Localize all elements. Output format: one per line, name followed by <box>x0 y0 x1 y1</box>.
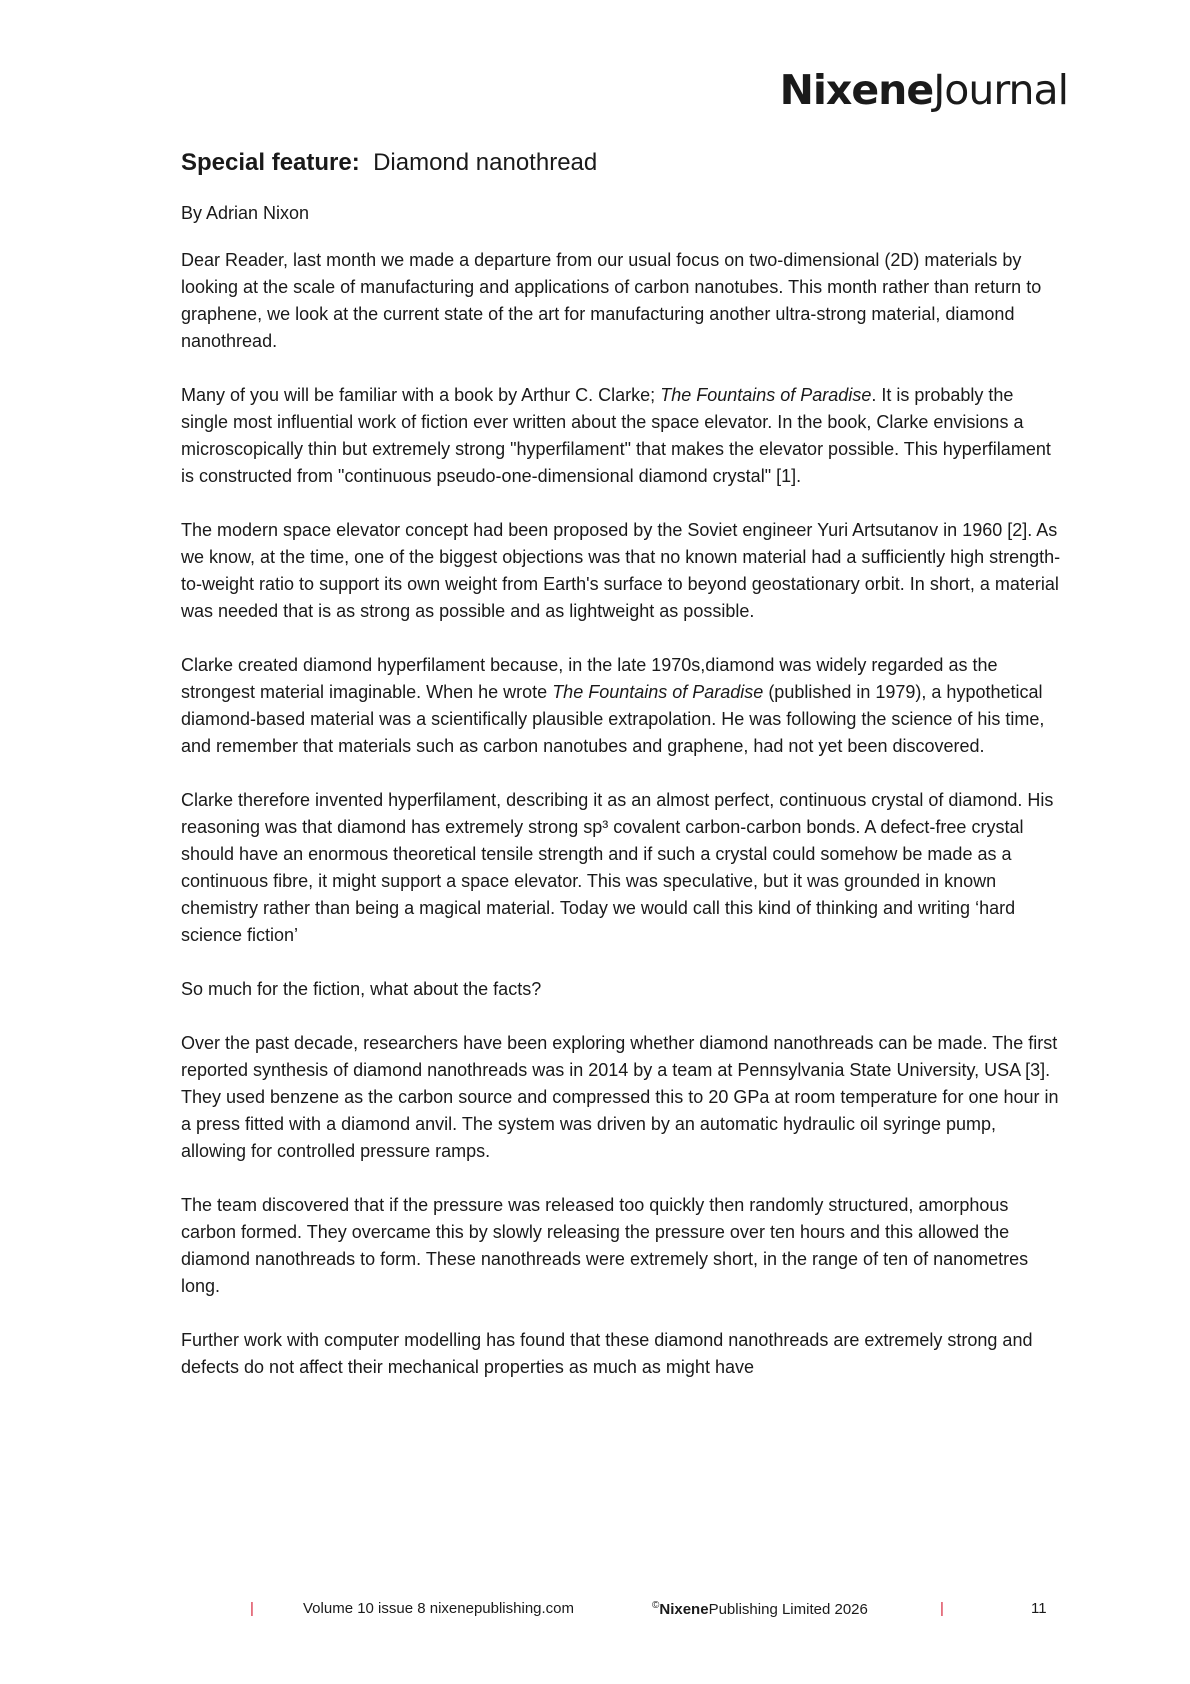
footer-copyright <box>652 1600 868 1618</box>
paragraph-text: Many of you will be familiar with a book by Arthur C. Clarke; <box>181 385 661 405</box>
body-paragraph <box>181 976 1061 1003</box>
copyright-symbol: © <box>652 1600 660 1611</box>
article-byline: By Adrian Nixon <box>181 203 310 223</box>
paragraph-text: The team discovered that if the pressure was released too quickly then randomly structured, amorphous carbon formed. They overcame this by slowly releasing the pressure over ten hours and this allowed the diamond nanothreads to form. These nanothreads were extremely short, in the range of ten of nanometres long. <box>181 1195 1029 1296</box>
footer-separator-left: | <box>250 1600 254 1617</box>
body-paragraph <box>181 1030 1061 1165</box>
footer-volume: Volume 10 issue 8 nixenepublishing.com <box>303 1600 575 1617</box>
paragraph-text: The modern space elevator concept had been proposed by the Soviet engineer Yuri Artsutanov in 1960 [2]. As we know, at the time, one of the biggest objections was that no known material had a sufficiently high strength-to-weight ratio to support its own weight from Earth's surface to beyond geostationary orbit. In short, a material was needed that is as strong as possible and as lightweight as possible. <box>181 520 1061 621</box>
paragraph-text: (published in 1979), a hypothetical diamond-based material was a scientifically plausible extrapolation. He was following the science of his time, and remember that materials such as carbon nanotubes and graphene, had not yet been discovered. <box>181 682 1045 756</box>
body-paragraph <box>181 1192 1061 1300</box>
paragraph-text: Clarke created diamond hyperfilament because, in the late 1970s,diamond was widely regarded as the strongest material imaginable. When he wrote <box>181 655 998 702</box>
paragraph-text: Clarke therefore invented hyperfilament, describing it as an almost perfect, continuous crystal of diamond. His reasoning was that diamond has extremely strong sp³ covalent carbon-carbon bonds. A defect-free crystal should have an enormous theoretical tensile strength and if such a crystal could somehow be made as a continuous fibre, it might support a space elevator. This was speculative, but it was grounded in known chemistry rather than being a magical material. Today we would call this kind of thinking and writing ‘hard science fiction’ <box>181 790 1054 945</box>
article-title-label: Special feature: <box>181 149 360 176</box>
book-title-italic: The Fountains of Paradise <box>552 682 764 702</box>
paragraph-text: . It is probably the single most influential work of fiction ever written about the space elevator. In the book, Clarke envisions a microscopically thin but extremely strong "hyperfilament" that makes the elevator possible. This hyperfilament is constructed from "continuous pseudo-one-dimensional diamond crystal" [1]. <box>181 385 1051 486</box>
body-paragraph <box>181 247 1061 355</box>
body-paragraph <box>181 787 1061 949</box>
page-footer <box>0 1600 1190 1624</box>
masthead-brand-bold: Nixene <box>779 66 934 114</box>
paragraph-text: So much for the fiction, what about the facts? <box>181 979 542 999</box>
paragraph-text: Dear Reader, last month we made a departure from our usual focus on two-dimensional (2D) materials by looking at the scale of manufacturing and applications of carbon nanotubes. This month rather than return to graphene, we look at the current state of the art for manufacturing another ultra-strong material, diamond nanothread. <box>181 250 1042 351</box>
copyright-rest: Publishing Limited 2026 <box>708 1601 868 1618</box>
article-title-text: Diamond nanothread <box>373 149 598 176</box>
page-number: 11 <box>1031 1600 1047 1617</box>
article-body <box>181 247 1061 1381</box>
body-paragraph <box>181 517 1061 625</box>
paragraph-text: Over the past decade, researchers have been exploring whether diamond nanothreads can be made. The first reported synthesis of diamond nanothreads was in 2014 by a team at Pennsylvania State University, USA [3]. They used benzene as the carbon source and compressed this to 20 GPa at room temperature for one hour in a press fitted with a diamond anvil. The system was driven by an automatic hydraulic oil syringe pump, allowing for controlled pressure ramps. <box>181 1033 1059 1161</box>
footer-separator-right: | <box>940 1600 944 1617</box>
body-paragraph <box>181 382 1061 490</box>
book-title-italic: The Fountains of Paradise <box>660 385 872 405</box>
journal-masthead <box>780 66 1068 114</box>
paragraph-text: Further work with computer modelling has found that these diamond nanothreads are extremely strong and defects do not affect their mechanical properties as much as might have <box>181 1330 1033 1377</box>
body-paragraph <box>181 1327 1061 1381</box>
masthead-brand-light: Journal <box>933 66 1068 114</box>
article-title <box>181 146 1061 180</box>
article <box>181 146 1061 1408</box>
copyright-brand: Nixene <box>659 1601 709 1618</box>
body-paragraph <box>181 652 1061 760</box>
